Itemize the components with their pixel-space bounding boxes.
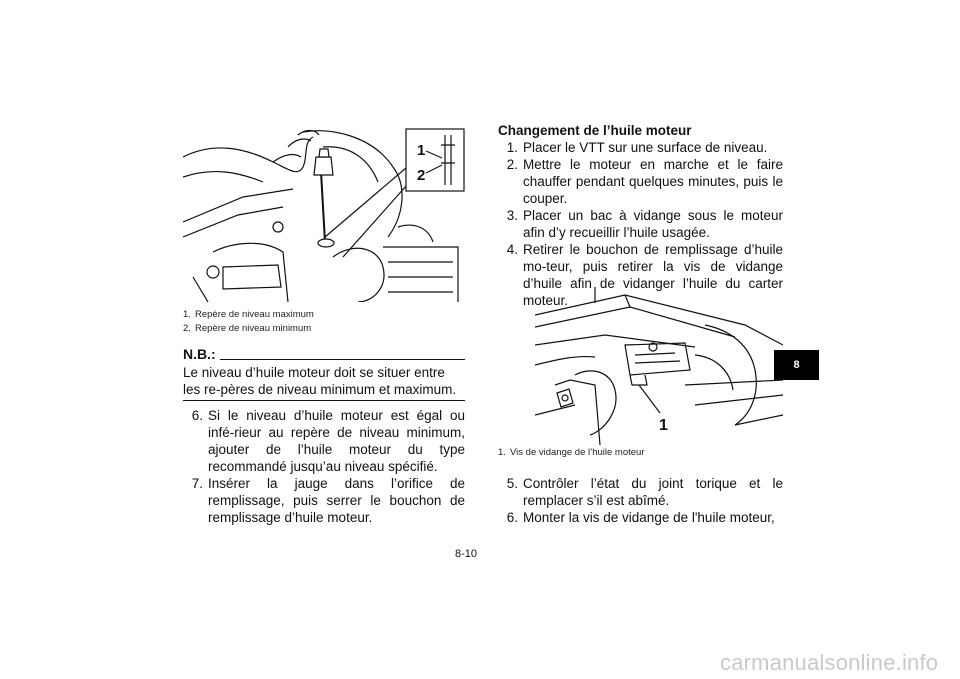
page-number: 8-10 bbox=[455, 548, 478, 560]
callout-2: 2 bbox=[417, 167, 426, 184]
section-step-list bbox=[498, 139, 783, 309]
dipstick-drawing bbox=[183, 127, 465, 302]
list-item: 6. Monter la vis de vidange de l'huile moteur, bbox=[506, 510, 775, 525]
list-item: 3. Placer un bac à vidange sous le moteur afin d’y recueillir l’huile usagée. bbox=[506, 208, 783, 240]
note-text: Le niveau d’huile moteur doit se situer entre les re-pères de niveau minimum et maximum. bbox=[183, 365, 457, 397]
callout-1: 1 bbox=[417, 142, 426, 159]
caption-item: 1. Repère de niveau maximum bbox=[183, 309, 314, 320]
callout-1: 1 bbox=[659, 417, 668, 434]
left-figure-captions bbox=[183, 308, 314, 336]
list-item: 6. Si le niveau d’huile moteur est égal ou infé-rieur au repère de niveau minimum, ajouter de l’huile moteur du type recommandé jusqu’au niveau spécifié. bbox=[191, 408, 465, 474]
right-step-list bbox=[498, 475, 783, 526]
drain-bolt-illustration bbox=[535, 285, 783, 445]
drain-bolt-drawing bbox=[535, 285, 783, 445]
note-title: N.B.: bbox=[183, 346, 216, 362]
list-item: 2. Mettre le moteur en marche et le faire chauffer pendant quelques minutes, puis le couper. bbox=[506, 157, 783, 206]
left-step-list bbox=[183, 407, 465, 526]
right-figure-caption: 1. Vis de vidange de l’huile moteur bbox=[498, 447, 645, 458]
list-item: 5. Contrôler l’état du joint torique et le remplacer s’il est abîmé. bbox=[506, 476, 783, 508]
list-item: 4. Retirer le bouchon de remplissage d’huile mo-teur, puis retirer la vis de vidange d’huile afin de vidanger l’huile du carter moteur. bbox=[506, 242, 783, 308]
list-item: 1. Placer le VTT sur une surface de niveau. bbox=[506, 140, 768, 155]
note-bottom-rule bbox=[183, 400, 465, 401]
note-rule bbox=[220, 359, 465, 360]
caption-item: 2. Repère de niveau minimum bbox=[183, 323, 312, 334]
dipstick-illustration bbox=[183, 127, 465, 302]
list-item: 7. Insérer la jauge dans l’orifice de remplissage, puis serrer le bouchon de remplissage d’huile moteur. bbox=[191, 476, 465, 525]
watermark: carmanualsonline.info bbox=[720, 650, 939, 675]
section-title: Changement de l’huile moteur bbox=[498, 123, 692, 138]
chapter-tab: 8 bbox=[774, 350, 819, 380]
